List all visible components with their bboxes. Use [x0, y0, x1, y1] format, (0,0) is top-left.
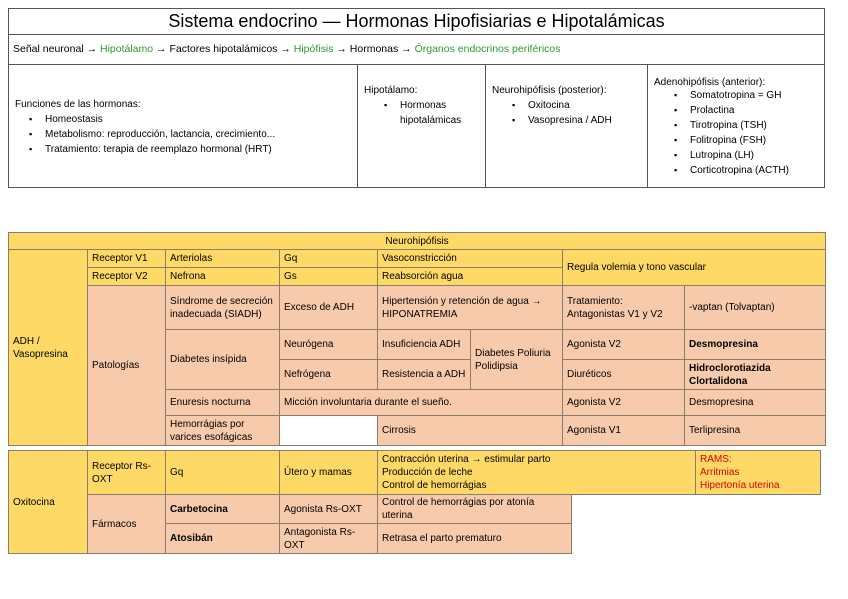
arrow-icon: → — [336, 43, 347, 55]
table-cell: Neurógena — [280, 330, 378, 360]
table-cell: Agonista V2 — [563, 390, 685, 416]
table-cell: Regula volemia y tono vascular — [563, 250, 826, 286]
table-cell: Enuresis nocturna — [166, 390, 280, 416]
table-cell: Agonista V2 — [563, 330, 685, 360]
table-cell: Reabsorción agua — [378, 268, 563, 286]
hipotalamo-list — [364, 98, 485, 128]
flow-step: Hipotálamo — [99, 43, 154, 55]
table-cell: Receptor V1 — [88, 250, 166, 268]
patologias-label: Patologías — [88, 286, 166, 446]
table-cell — [378, 451, 572, 495]
funciones-heading: Funciones de las hormonas: — [15, 99, 141, 110]
rams-cell — [695, 450, 821, 495]
table-cell: Retrasa el parto prematuro — [378, 524, 572, 554]
adenohipofisis-list — [654, 88, 824, 178]
table-cell: Carbetocina — [166, 495, 280, 524]
table-cell: Gq — [166, 451, 280, 495]
table-cell: Antagonista Rs-OXT — [280, 524, 378, 554]
farmacos-label: Fármacos — [88, 495, 166, 554]
neurohipofisis-list — [492, 98, 647, 128]
table-cell: Desmopresina — [685, 390, 826, 416]
hipotalamo-box — [357, 64, 486, 188]
table-cell: Arteriolas — [166, 250, 280, 268]
arrow-icon: → — [156, 43, 167, 55]
table-line: Hipertonía uterina — [700, 480, 780, 491]
table-cell: Receptor Rs-OXT — [88, 451, 166, 495]
oxitocina-table — [8, 450, 572, 554]
table-cell: -vaptan (Tolvaptan) — [685, 286, 826, 330]
table-line: Arritmias — [700, 467, 740, 478]
arrow-icon: → — [86, 43, 98, 55]
table-cell: Nefrógena — [280, 360, 378, 390]
table-cell: Desmopresina — [685, 330, 826, 360]
table-header: Neurohipófisis — [9, 233, 826, 250]
flow-step: Hipófisis — [293, 43, 334, 55]
table-cell: Insuficiencia ADH — [378, 330, 471, 360]
flow-step: Hormonas — [349, 43, 399, 55]
table-cell: Tratamiento: Antagonistas V1 y V2 — [563, 286, 685, 330]
table-cell: Nefrona — [166, 268, 280, 286]
list-item: ▪ Prolactina — [690, 103, 824, 118]
table-cell: Control de hemorrágias por atonía uterina — [378, 495, 572, 524]
list-item: ▪ Metabolismo: reproducción, lactancia, crecimiento... — [45, 127, 357, 142]
adh-label: ADH / Vasopresina — [9, 250, 88, 446]
list-item: ▪ Vasopresina / ADH — [528, 113, 647, 128]
list-item: ▪ Lutropina (LH) — [690, 148, 824, 163]
table-line: Control de hemorrágias — [382, 480, 487, 491]
table-cell: Agonista Rs-OXT — [280, 495, 378, 524]
table-cell — [280, 416, 378, 446]
list-item: ▪ Folitropina (FSH) — [690, 133, 824, 148]
table-line: Contracción uterina → estimular parto — [382, 454, 551, 465]
table-cell — [566, 450, 696, 495]
adenohipofisis-heading: Adenohipófisis (anterior): — [654, 77, 766, 88]
list-item: ▪ Somatotropina = GH — [690, 88, 824, 103]
table-cell: Hidroclorotiazida Clortalidona — [685, 360, 826, 390]
table-line: Producción de leche — [382, 467, 473, 478]
arrow-icon: → — [280, 43, 291, 55]
table-cell: Diabetes insípida — [166, 330, 280, 390]
oxitocina-label: Oxitocina — [9, 451, 88, 554]
table-cell: Atosibán — [166, 524, 280, 554]
table-cell: Gs — [280, 268, 378, 286]
table-cell: Síndrome de secreción inadecuada (SIADH) — [166, 286, 280, 330]
table-cell: Hipertensión y retención de agua → HIPONATREMIA — [378, 286, 563, 330]
flow-step: Señal neuronal — [13, 43, 84, 55]
neurohipofisis-table — [8, 232, 826, 446]
table-line: RAMS: — [700, 454, 732, 465]
neurohipofisis-box — [485, 64, 648, 188]
table-cell: Útero y mamas — [280, 451, 378, 495]
list-item: ▪ Hormonas hipotalámicas — [400, 98, 474, 128]
hipotalamo-heading: Hipotálamo: — [364, 85, 418, 96]
arrow-icon: → — [401, 43, 412, 55]
funciones-box — [8, 64, 358, 188]
table-cell: Resistencia a ADH — [378, 360, 471, 390]
table-cell: Receptor V2 — [88, 268, 166, 286]
flow-step: Factores hipotalámicos — [169, 43, 278, 55]
table-cell: Agonista V1 — [563, 416, 685, 446]
table-cell: Diabetes Poliuria Polidipsia — [471, 330, 563, 390]
neurohipofisis-heading: Neurohipófisis (posterior): — [492, 85, 607, 96]
list-item: ▪ Tirotropina (TSH) — [690, 118, 824, 133]
table-cell: Terlipresina — [685, 416, 826, 446]
table-cell: Hemorrágias por varices esofágicas — [166, 416, 280, 446]
table-cell: Vasoconstricción — [378, 250, 563, 268]
table-cell: Diuréticos — [563, 360, 685, 390]
flow-step: Órganos endocrinos periféricos — [414, 43, 561, 55]
table-cell: Gq — [280, 250, 378, 268]
list-item: ▪ Homeostasis — [45, 112, 357, 127]
list-item: ▪ Corticotropina (ACTH) — [690, 163, 824, 178]
table-cell: Exceso de ADH — [280, 286, 378, 330]
funciones-list — [15, 112, 357, 157]
hormone-flow — [8, 34, 825, 65]
list-item: ▪ Tratamiento: terapia de reemplazo hormonal (HRT) — [45, 142, 357, 157]
table-cell: Cirrosis — [378, 416, 563, 446]
table-cell: Micción involuntaria durante el sueño. — [280, 390, 563, 416]
page-title: Sistema endocrino — Hormonas Hipofisiarias e Hipotalámicas — [8, 8, 825, 35]
adenohipofisis-box — [647, 64, 825, 188]
list-item: ▪ Oxitocina — [528, 98, 647, 113]
